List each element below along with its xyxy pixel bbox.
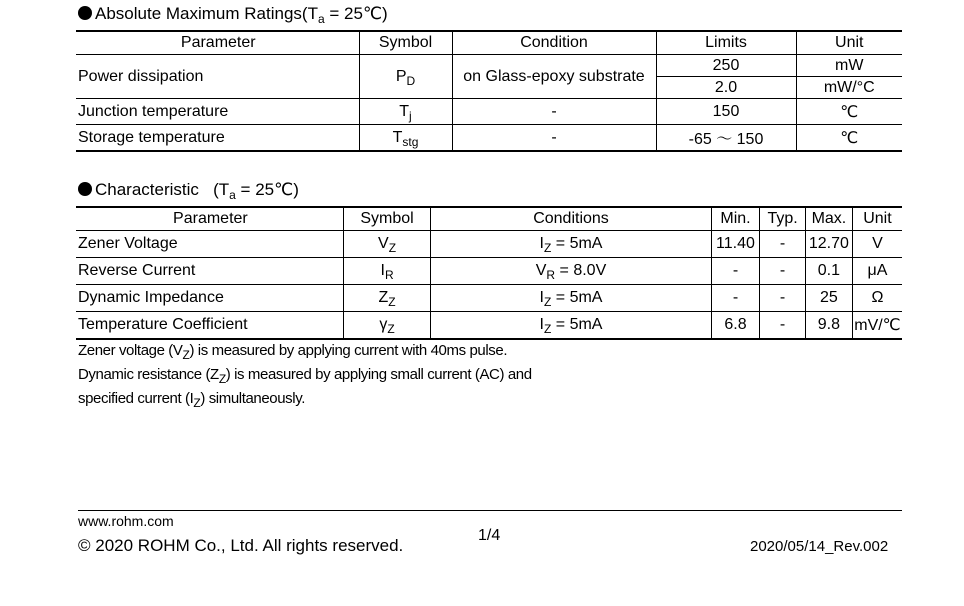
cell-typ: -: [760, 285, 806, 312]
cell-condition: [431, 258, 711, 285]
symbol-sub: Z: [387, 322, 395, 336]
table-row: [76, 312, 902, 340]
note-text: specified current (I: [78, 390, 194, 407]
cell-symbol: [359, 55, 452, 99]
header-limits: Limits: [656, 31, 796, 55]
cell-min: -: [711, 285, 760, 312]
section-title-text: Absolute Maximum Ratings: [95, 4, 302, 23]
footer-copyright: © 2020 ROHM Co., Ltd. All rights reserved.: [78, 536, 404, 555]
header-conditions: Conditions: [431, 207, 711, 231]
cond-sub: R: [546, 268, 556, 282]
footer-page-number: 1/4: [478, 527, 501, 544]
cell-min: 6.8: [711, 312, 760, 340]
cell-parameter: Storage temperature: [76, 125, 359, 152]
cond-rest: = 5mA: [551, 235, 603, 252]
table-row: [76, 231, 902, 258]
cell-parameter: Temperature Coefficient: [76, 312, 343, 340]
cell-parameter: Power dissipation: [76, 55, 359, 99]
note-sub: Z: [193, 396, 201, 410]
cell-typ: -: [760, 312, 806, 340]
cell-unit: Ω: [852, 285, 902, 312]
header-parameter: Parameter: [76, 207, 343, 231]
cond-rest: = 5mA: [551, 289, 603, 306]
symbol-sub: R: [384, 268, 394, 282]
section-title-cond-sub: a: [229, 188, 236, 202]
cell-condition: [431, 231, 711, 258]
note-line-3: [78, 390, 305, 408]
cond-main: I: [539, 289, 544, 306]
symbol-main: Z: [378, 289, 389, 306]
cell-unit: mV/℃: [852, 312, 902, 340]
symbol-main: T: [392, 128, 403, 146]
cond-sub: Z: [543, 241, 552, 255]
section-title-cond-post: = 25℃): [235, 180, 299, 199]
cond-sub: Z: [543, 295, 552, 309]
table-row: [76, 285, 902, 312]
cell-unit: mW/°C: [796, 77, 902, 99]
cond-main: V: [535, 262, 547, 279]
cell-symbol: [343, 312, 431, 340]
cell-unit: ℃: [796, 99, 902, 125]
cell-max: 12.70: [805, 231, 852, 258]
cell-max: 9.8: [805, 312, 852, 340]
note-text: Dynamic resistance (Z: [78, 366, 219, 383]
symbol-main: V: [378, 235, 389, 252]
header-max: Max.: [805, 207, 852, 231]
cell-symbol: [359, 99, 452, 125]
symbol-main: P: [395, 67, 407, 85]
section-title-cond-sub: a: [317, 12, 325, 26]
cell-unit: V: [852, 231, 902, 258]
cell-symbol: [343, 258, 431, 285]
footer-revision: 2020/05/14_Rev.002: [750, 538, 889, 555]
note-sub: Z: [218, 372, 226, 386]
header-symbol: Symbol: [359, 31, 452, 55]
cell-min: 11.40: [711, 231, 760, 258]
bullet-icon: [78, 6, 92, 20]
cond-main: I: [539, 316, 544, 333]
section-title-cond: (T: [213, 180, 230, 199]
symbol-sub: Z: [388, 241, 397, 255]
header-parameter: Parameter: [76, 31, 359, 55]
cell-unit: mW: [796, 55, 902, 77]
cond-rest: = 8.0V: [555, 262, 607, 279]
characteristic-table: [76, 206, 902, 340]
cell-symbol: [359, 125, 452, 152]
header-typ: Typ.: [760, 207, 806, 231]
cell-limit: 150: [656, 99, 796, 125]
cell-limit: -65 ～ 150: [656, 125, 796, 152]
cell-condition: -: [452, 125, 656, 152]
cell-condition: -: [452, 99, 656, 125]
section-title-text: Characteristic: [95, 180, 199, 199]
symbol-sub: Z: [388, 295, 396, 309]
header-condition: Condition: [452, 31, 656, 55]
bullet-icon: [78, 182, 92, 196]
note-text: ) is measured by applying small current (AC) and: [225, 366, 532, 383]
table-header-row: [76, 31, 902, 55]
cell-unit: μA: [852, 258, 902, 285]
cell-parameter: Dynamic Impedance: [76, 285, 343, 312]
footer-divider: [78, 510, 902, 511]
section-title-cond-post: = 25℃): [324, 4, 388, 23]
symbol-main: T: [399, 102, 410, 120]
cell-max: 0.1: [805, 258, 852, 285]
cell-parameter: Junction temperature: [76, 99, 359, 125]
cell-condition: [431, 285, 711, 312]
section-title-cond: (T: [301, 4, 318, 23]
note-text: ) simultaneously.: [200, 390, 305, 407]
cond-sub: Z: [543, 322, 552, 336]
cell-parameter: Zener Voltage: [76, 231, 343, 258]
cell-max: 25: [805, 285, 852, 312]
symbol-sub: j: [409, 108, 412, 123]
cell-limit: 2.0: [656, 77, 796, 99]
cell-typ: -: [760, 231, 806, 258]
cond-main: I: [539, 235, 544, 252]
header-min: Min.: [711, 207, 760, 231]
table-row: [76, 258, 902, 285]
note-text: Zener voltage (V: [78, 342, 183, 359]
table-row: [76, 125, 902, 152]
note-text: ) is measured by applying current with 40ms pulse.: [189, 342, 508, 359]
table-header-row: [76, 207, 902, 231]
cell-parameter: Reverse Current: [76, 258, 343, 285]
header-unit: Unit: [852, 207, 902, 231]
section-title-absolute-max: [78, 4, 388, 24]
cell-condition: on Glass-epoxy substrate: [452, 55, 656, 99]
note-line-2: [78, 366, 532, 384]
symbol-main: γ: [379, 316, 388, 333]
cell-typ: -: [760, 258, 806, 285]
header-unit: Unit: [796, 31, 902, 55]
table-row: [76, 99, 902, 125]
cell-unit: ℃: [796, 125, 902, 152]
cell-condition: [431, 312, 711, 340]
cell-symbol: [343, 285, 431, 312]
symbol-sub: stg: [402, 134, 419, 149]
symbol-main: I: [380, 262, 385, 279]
section-title-characteristic: [78, 180, 299, 200]
cell-min: -: [711, 258, 760, 285]
header-symbol: Symbol: [343, 207, 431, 231]
note-line-1: [78, 342, 507, 360]
cell-limit: 250: [656, 55, 796, 77]
absolute-max-ratings-table: [76, 30, 902, 152]
symbol-sub: D: [406, 73, 416, 88]
cond-rest: = 5mA: [551, 316, 603, 333]
note-sub: Z: [182, 348, 190, 362]
footer-url[interactable]: www.rohm.com: [78, 513, 174, 529]
cell-symbol: [343, 231, 431, 258]
table-row: [76, 55, 902, 77]
